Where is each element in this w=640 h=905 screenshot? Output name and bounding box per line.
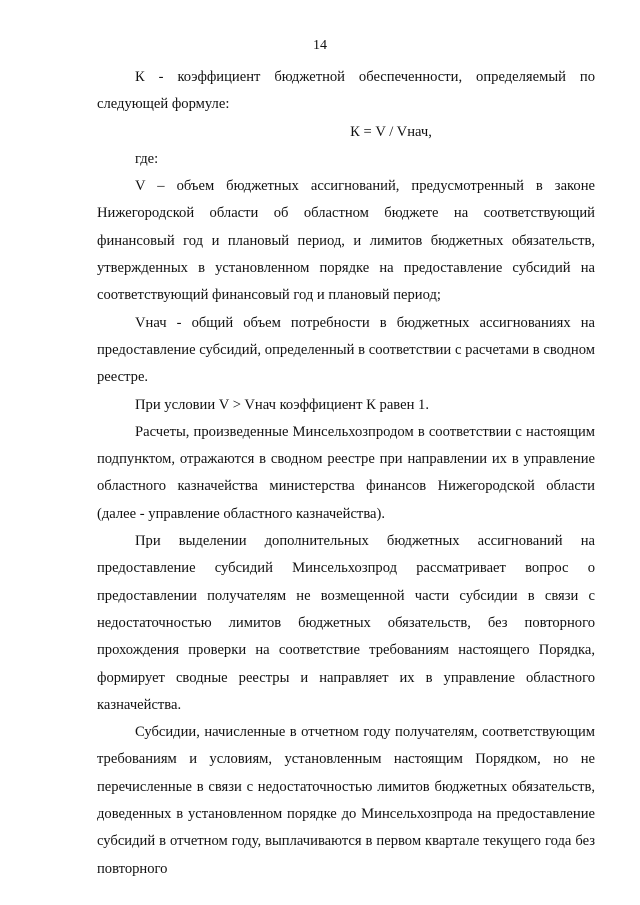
formula: К = V / Vнач,	[350, 123, 432, 140]
paragraph-subsidies: Субсидии, начисленные в отчетном году получателям, соответствующим требованиям и условиям, установленным настоящим Порядком, но не перечисленные в связи с недостаточностью лимитов бюджетных обязательств, доведенных в установленном порядке до Минсельхозпрода на предоставление субсидий в отчетном году, выплачиваются в первом квартале текущего года без повторного	[97, 724, 595, 877]
paragraph-additional-allocations: При выделении дополнительных бюджетных ассигнований на предоставление субсидий Минсельхозпрод рассматривает вопрос о предоставлении получателям не возмещенной части субсидии в связи с недостаточностью лимитов бюджетных обязательств, без повторного прохождения проверки на соответствие требованиям настоящего Порядка, формирует сводные реестры и направляет их в управление областного казначейства.	[97, 533, 595, 713]
paragraph-k-definition: К - коэффициент бюджетной обеспеченности, определяемый по следующей формуле:	[97, 69, 595, 113]
page-number: 14	[313, 38, 327, 53]
paragraph-where: где:	[135, 150, 159, 167]
document-body	[97, 64, 595, 883]
paragraph-condition: При условии V > Vнач коэффициент К равен 1.	[135, 396, 429, 413]
paragraph-calculations: Расчеты, произведенные Минсельхозпродом в соответствии с настоящим подпунктом, отражаются в сводном реестре при направлении их в управление областного казначейства министерства финансов Нижегородской области (далее - управление областного казначейства).	[97, 423, 595, 522]
paragraph-vnach-definition: Vнач - общий объем потребности в бюджетных ассигнованиях на предоставление субсидий, определенный в соответствии с расчетами в сводном реестре.	[97, 314, 595, 386]
paragraph-v-definition: V – объем бюджетных ассигнований, предусмотренный в законе Нижегородской области об областном бюджете на соответствующий финансовый год и плановый период, и лимитов бюджетных обязательств, утвержденных в установленном порядке на предоставление субсидий на соответствующий финансовый год и плановый период;	[97, 178, 595, 304]
